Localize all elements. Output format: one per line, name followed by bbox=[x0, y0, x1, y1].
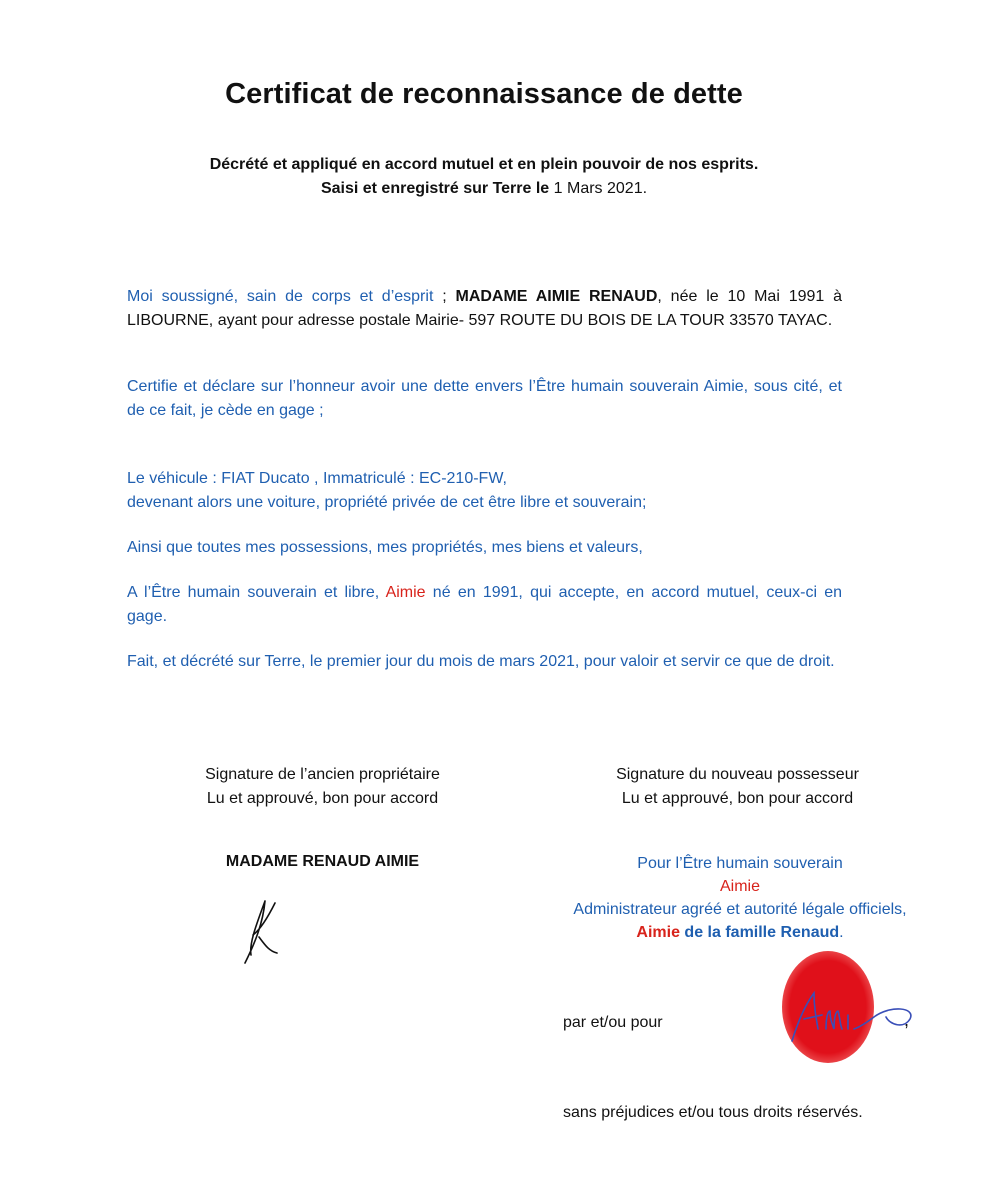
handwritten-signature bbox=[235, 893, 295, 973]
paragraph-declaration: Certifie et déclare sur l’honneur avoir une dette envers l’Être humain souverain Aimie, sous cité, et de ce fait, je cède en gage ; bbox=[127, 378, 842, 419]
paragraph-closing: Fait, et décrété sur Terre, le premier jour du mois de mars 2021, pour valoir et servir ce que de droit. bbox=[127, 653, 835, 670]
former-owner-name: MADAME RENAUD AIMIE bbox=[225, 853, 420, 870]
identity-separator: ; bbox=[433, 288, 456, 305]
decree-line-1: Décrété et appliqué en accord mutuel et en plein pouvoir de nos esprits. bbox=[209, 156, 759, 173]
paragraph-beneficiary bbox=[127, 581, 842, 629]
signature-left-approval: Lu et approuvé, bon pour accord bbox=[206, 790, 439, 807]
decree-date: 1 Mars 2021. bbox=[553, 180, 648, 197]
family-line bbox=[520, 921, 960, 944]
decree-line-2 bbox=[0, 177, 968, 201]
decree-header bbox=[0, 153, 968, 201]
document-title: Certificat de reconnaissance de dette bbox=[225, 78, 743, 110]
vehicle-status-line: devenant alors une voiture, propriété privée de cet être libre et souverain; bbox=[127, 494, 647, 511]
beneficiary-name: Aimie bbox=[385, 584, 426, 601]
beneficiary-details: né en 1991, qui accepte, en accord mutuel, ceux-ci en gage. bbox=[127, 584, 843, 625]
paragraph-identity bbox=[127, 285, 842, 333]
sovereign-name: Aimie bbox=[719, 878, 760, 895]
family-first-name: Aimie bbox=[636, 924, 680, 941]
paragraph-vehicle bbox=[127, 467, 842, 515]
signature-right-header bbox=[575, 763, 900, 811]
reserves-line: sans préjudices et/ou tous droits réservés. bbox=[563, 1104, 863, 1121]
signature-left-header bbox=[160, 763, 485, 811]
debtor-name: MADAME AIMIE RENAUD bbox=[455, 288, 658, 305]
sovereign-line: Pour l’Être humain souverain bbox=[637, 855, 843, 872]
paragraph-possessions: Ainsi que toutes mes possessions, mes propriétés, mes biens et valeurs, bbox=[127, 539, 643, 556]
beneficiary-intro: A l’Être humain souverain et libre, bbox=[127, 584, 386, 601]
decree-line-2-label: Saisi et enregistré sur Terre le bbox=[320, 180, 550, 197]
red-fingerprint-stamp bbox=[770, 945, 940, 1070]
identity-details: , née le 10 Mai 1991 à LIBOURNE, ayant pour adresse postale Mairie- 597 ROUTE DU BOIS DE LA TOUR 33570 TAYAC. bbox=[127, 288, 843, 329]
vehicle-line: Le véhicule : FIAT Ducato , Immatriculé : EC-210-FW, bbox=[127, 470, 507, 487]
administrator-line: Administrateur agréé et autorité légale officiels, bbox=[573, 901, 907, 918]
par-et-ou-pour: par et/ou pour bbox=[563, 1014, 663, 1031]
signature-right-approval: Lu et approuvé, bon pour accord bbox=[621, 790, 854, 807]
family-name: de la famille Renaud bbox=[679, 924, 840, 941]
identity-intro: Moi soussigné, sain de corps et d’esprit bbox=[127, 288, 434, 305]
signature-left-title: Signature de l’ancien propriétaire bbox=[205, 766, 440, 783]
stamp-comma: , bbox=[904, 1010, 910, 1030]
sovereign-representation bbox=[520, 852, 960, 944]
family-line-end: . bbox=[839, 924, 844, 941]
signature-right-title: Signature du nouveau possesseur bbox=[616, 766, 859, 783]
